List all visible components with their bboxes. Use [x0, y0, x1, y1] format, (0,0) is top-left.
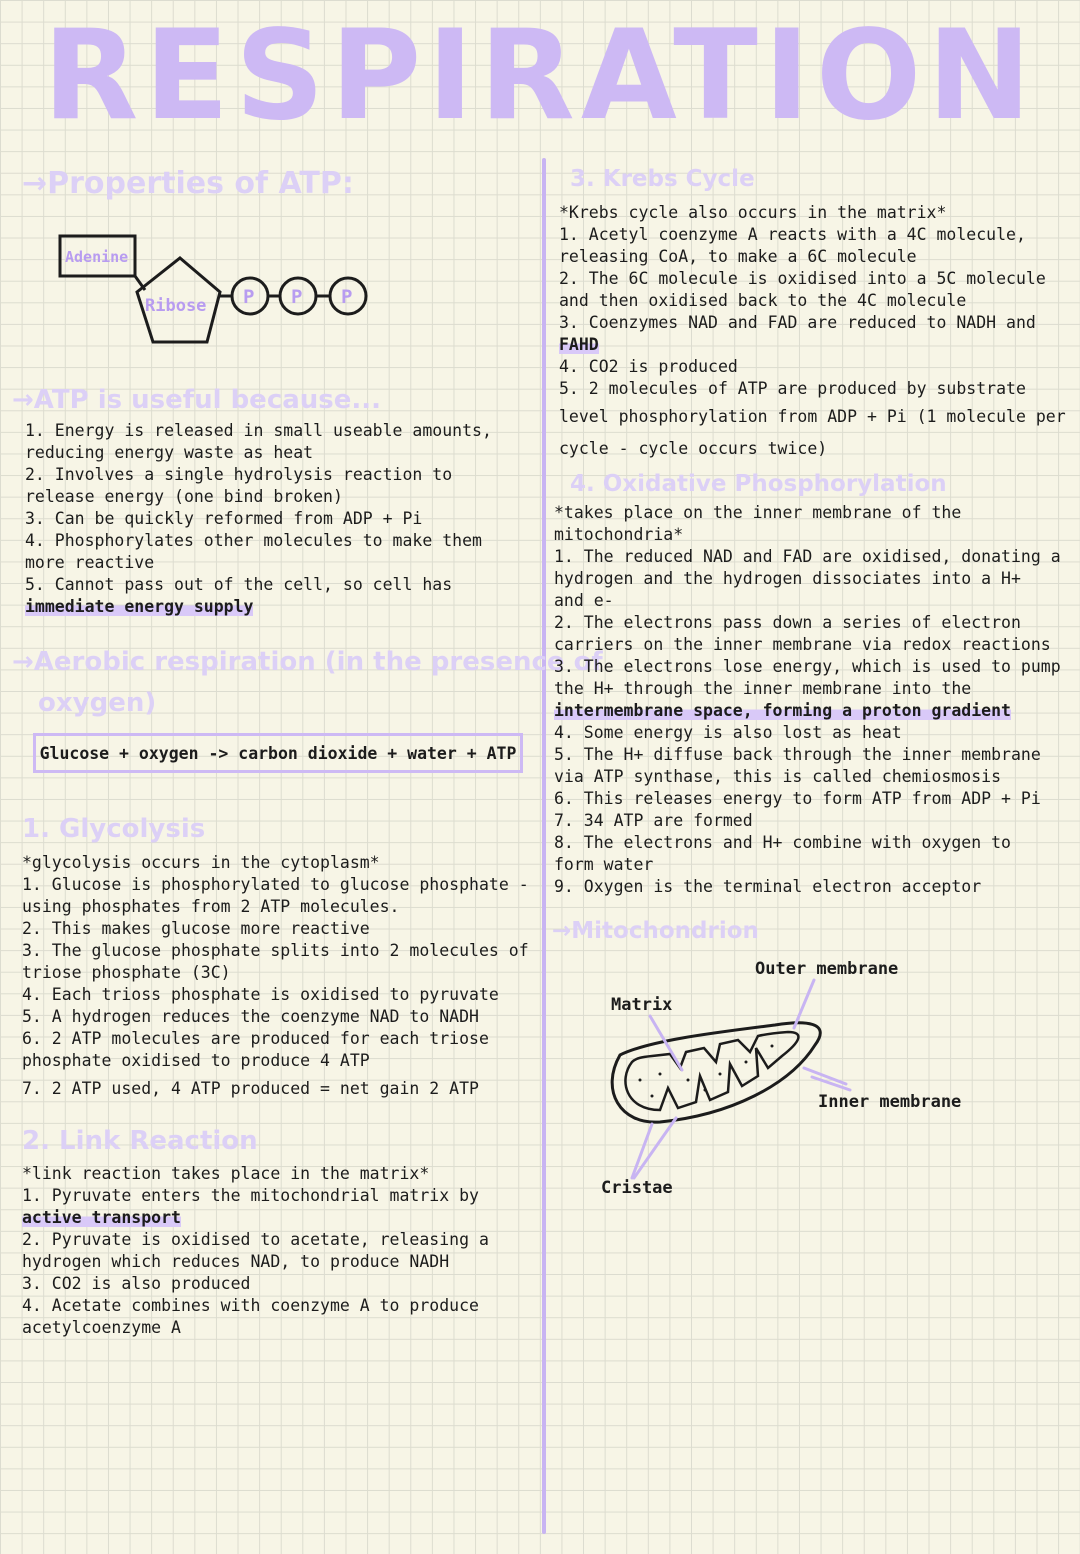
useful-line-1: 1. Energy is released in small useable amounts, [25, 421, 492, 440]
respiration-equation-box [33, 733, 523, 773]
glycolysis-line-8: 5. A hydrogen reduces the coenzyme NAD to NADH [22, 1007, 479, 1026]
atp-structure-diagram [55, 230, 385, 350]
krebs-line-11: cycle - cycle occurs twice) [559, 439, 828, 458]
useful-line-8: 5. Cannot pass out of the cell, so cell has [25, 575, 453, 594]
useful-line-3: 2. Involves a single hydrolysis reaction to [25, 465, 453, 484]
oxidative-phosphorylation-list [554, 502, 1076, 898]
krebs-line-1: *Krebs cycle also occurs in the matrix* [559, 203, 947, 222]
ribose-label: Ribose [145, 296, 207, 316]
link-line-3: active transport [22, 1208, 181, 1227]
krebs-line-6: 3. Coenzymes NAD and FAD are reduced to NADH and [559, 313, 1036, 332]
ox-line-2: mitochondria* [554, 525, 684, 544]
glycolysis-line-11: 7. 2 ATP used, 4 ATP produced = net gain 2 ATP [22, 1079, 479, 1098]
page-title: RESPIRATION [42, 4, 1038, 148]
link-line-1: *link reaction takes place in the matrix* [22, 1164, 430, 1183]
useful-line-4: release energy (one bind broken) [25, 487, 343, 506]
useful-line-7: more reactive [25, 553, 155, 572]
glycolysis-line-5: 3. The glucose phosphate splits into 2 molecules of [22, 941, 529, 960]
cristae-label: Cristae [601, 1178, 673, 1198]
useful-line-5: 3. Can be quickly reformed from ADP + Pi [25, 509, 423, 528]
phosphate-1-label: P [243, 286, 255, 308]
link-line-5: hydrogen which reduces NAD, to produce NADH [22, 1252, 450, 1271]
ox-line-17: form water [554, 855, 654, 874]
link-line-2: 1. Pyruvate enters the mitochondrial matrix by [22, 1186, 479, 1205]
link-line-7: 4. Acetate combines with coenzyme A to produce [22, 1296, 479, 1315]
atp-useful-list [25, 420, 535, 618]
glycolysis-list [22, 852, 537, 1100]
mitochondrion-heading: →Mitochondrion [552, 918, 759, 944]
useful-line-9: immediate energy supply [25, 597, 254, 616]
matrix-dots [639, 1045, 774, 1098]
ox-line-12: 5. The H+ diffuse back through the inner membrane [554, 745, 1041, 764]
phosphate-2-label: P [291, 286, 303, 308]
link-line-6: 3. CO2 is also produced [22, 1274, 251, 1293]
inner-membrane-label: Inner membrane [818, 1092, 962, 1112]
krebs-list [559, 202, 1074, 460]
link-reaction-list [22, 1163, 537, 1339]
ox-line-8: 3. The electrons lose energy, which is used to pump [554, 657, 1061, 676]
oxidative-phosphorylation-heading: 4. Oxidative Phosphorylation [570, 471, 947, 497]
aerobic-heading-cont: oxygen) [38, 688, 157, 718]
krebs-line-10: level phosphorylation from ADP + Pi (1 molecule per [559, 407, 1066, 426]
useful-line-2: reducing energy waste as heat [25, 443, 314, 462]
atp-useful-heading: →ATP is useful because... [12, 385, 382, 415]
outer-membrane-label: Outer membrane [755, 959, 899, 979]
ox-line-13: via ATP synthase, this is called chemiosmosis [554, 767, 1002, 786]
phosphate-3-label: P [341, 286, 353, 308]
glycolysis-line-10: phosphate oxidised to produce 4 ATP [22, 1051, 370, 1070]
adenine-label: Adenine [65, 248, 129, 266]
ox-line-10: intermembrane space, forming a proton gradient [554, 701, 1011, 720]
ox-line-18: 9. Oxygen is the terminal electron acceptor [554, 877, 982, 896]
krebs-line-5: and then oxidised back to the 4C molecule [559, 291, 967, 310]
link-line-4: 2. Pyruvate is oxidised to acetate, releasing a [22, 1230, 489, 1249]
glycolysis-line-6: triose phosphate (3C) [22, 963, 231, 982]
ox-line-16: 8. The electrons and H+ combine with oxygen to [554, 833, 1011, 852]
mitochondrion-diagram [560, 950, 1060, 1210]
aerobic-heading: →Aerobic respiration (in the presence of [12, 647, 603, 677]
ox-line-7: carriers on the inner membrane via redox reactions [554, 635, 1051, 654]
matrix-label: Matrix [611, 995, 673, 1015]
ox-line-3: 1. The reduced NAD and FAD are oxidised, donating a [554, 547, 1061, 566]
glycolysis-line-7: 4. Each trioss phosphate is oxidised to pyruvate [22, 985, 499, 1004]
glycolysis-line-4: 2. This makes glucose more reactive [22, 919, 370, 938]
ox-line-4: hydrogen and the hydrogen dissociates into a H+ [554, 569, 1021, 588]
krebs-line-8: 4. CO2 is produced [559, 357, 738, 376]
glycolysis-line-3: using phosphates from 2 ATP molecules. [22, 897, 400, 916]
glycolysis-line-1: *glycolysis occurs in the cytoplasm* [22, 853, 380, 872]
krebs-line-7: FAHD [559, 335, 599, 354]
ox-line-15: 7. 34 ATP are formed [554, 811, 753, 830]
link-reaction-heading: 2. Link Reaction [22, 1126, 258, 1156]
glycolysis-heading: 1. Glycolysis [22, 814, 206, 844]
link-line-8: acetylcoenzyme A [22, 1318, 181, 1337]
ox-line-14: 6. This releases energy to form ATP from ADP + Pi [554, 789, 1041, 808]
krebs-line-4: 2. The 6C molecule is oxidised into a 5C molecule [559, 269, 1046, 288]
useful-line-6: 4. Phosphorylates other molecules to make them [25, 531, 482, 550]
glycolysis-line-2: 1. Glucose is phosphorylated to glucose phosphate - [22, 875, 529, 894]
krebs-line-2: 1. Acetyl coenzyme A reacts with a 4C molecule, [559, 225, 1026, 244]
atp-properties-heading: →Properties of ATP: [22, 166, 354, 201]
respiration-equation: Glucose + oxygen -> carbon dioxide + water + ATP [39, 743, 517, 763]
ox-line-6: 2. The electrons pass down a series of electron [554, 613, 1021, 632]
ox-line-5: and e- [554, 591, 614, 610]
ox-line-1: *takes place on the inner membrane of the [554, 503, 962, 522]
ox-line-9: the H+ through the inner membrane into the [554, 679, 972, 698]
krebs-heading: 3. Krebs Cycle [570, 166, 755, 192]
ox-line-11: 4. Some energy is also lost as heat [554, 723, 902, 742]
glycolysis-line-9: 6. 2 ATP molecules are produced for each triose [22, 1029, 489, 1048]
krebs-line-9: 5. 2 molecules of ATP are produced by substrate [559, 379, 1026, 398]
krebs-line-3: releasing CoA, to make a 6C molecule [559, 247, 917, 266]
column-divider [542, 158, 546, 1534]
